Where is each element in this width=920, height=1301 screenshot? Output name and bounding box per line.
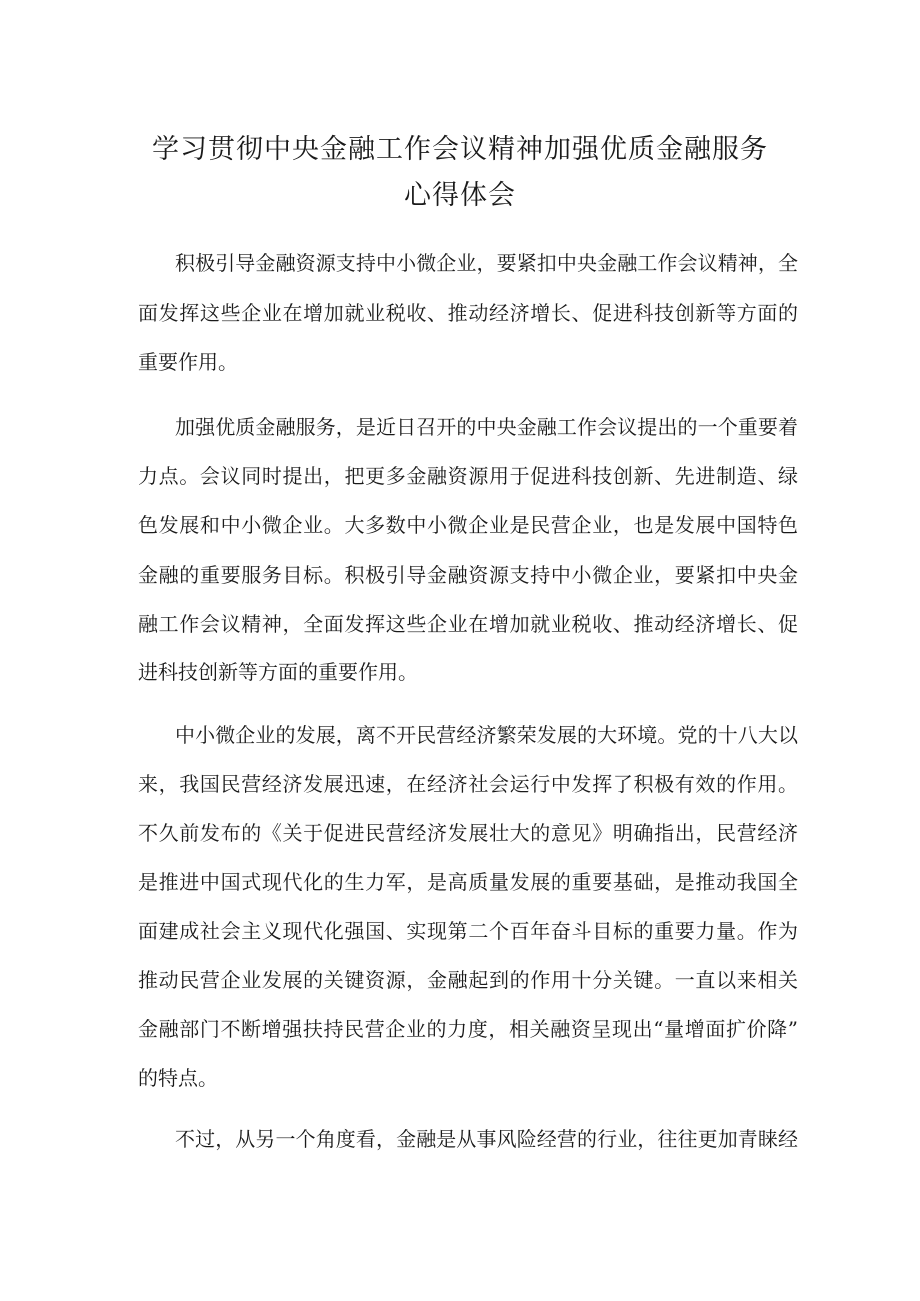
paragraph-line: 金融的重要服务目标。积极引导金融资源支持中小微企业，要紧扣中央金: [138, 563, 798, 587]
document-title-line-1: 学习贯彻中央金融工作会议精神加强优质金融服务: [152, 134, 768, 165]
paragraph-line: 力点。会议同时提出，把更多金融资源用于促进科技创新、先进制造、绿: [138, 464, 798, 488]
paragraph-line: 融工作会议精神，全面发挥这些企业在增加就业税收、推动经济增长、促: [138, 612, 798, 636]
paragraph-line: 重要作用。: [138, 350, 238, 374]
paragraph-line: 中小微企业的发展，离不开民营经济繁荣发展的大环境。党的十八大以: [175, 723, 798, 747]
paragraph-line: 不久前发布的《关于促进民营经济发展壮大的意见》明确指出，民营经济: [138, 821, 798, 845]
paragraph-line: 面建成社会主义现代化强国、实现第二个百年奋斗目标的重要力量。作为: [138, 919, 798, 943]
paragraph-line: 色发展和中小微企业。大多数中小微企业是民营企业，也是发展中国特色: [138, 513, 798, 537]
paragraph-line: 金融部门不断增强扶持民营企业的力度，相关融资呈现出“量增面扩价降”: [138, 1017, 798, 1041]
paragraph-line: 不过，从另一个角度看，金融是从事风险经营的行业，往往更加青睐经: [175, 1127, 798, 1151]
paragraph-line: 来，我国民营经济发展迅速，在经济社会运行中发挥了积极有效的作用。: [138, 772, 798, 796]
document-title-line-2: 心得体会: [404, 180, 516, 211]
paragraph-line: 是推进中国式现代化的生力军，是高质量发展的重要基础，是推动我国全: [138, 870, 798, 894]
paragraph-line: 进科技创新等方面的重要作用。: [138, 660, 418, 684]
paragraph-line: 的特点。: [138, 1066, 218, 1090]
paragraph-line: 推动民营企业发展的关键资源，金融起到的作用十分关键。一直以来相关: [138, 968, 798, 992]
paragraph-line: 积极引导金融资源支持中小微企业，要紧扣中央金融工作会议精神，全: [175, 251, 798, 275]
paragraph-line: 面发挥这些企业在增加就业税收、推动经济增长、促进科技创新等方面的: [138, 301, 798, 325]
paragraph-line: 加强优质金融服务，是近日召开的中央金融工作会议提出的一个重要着: [175, 415, 798, 439]
